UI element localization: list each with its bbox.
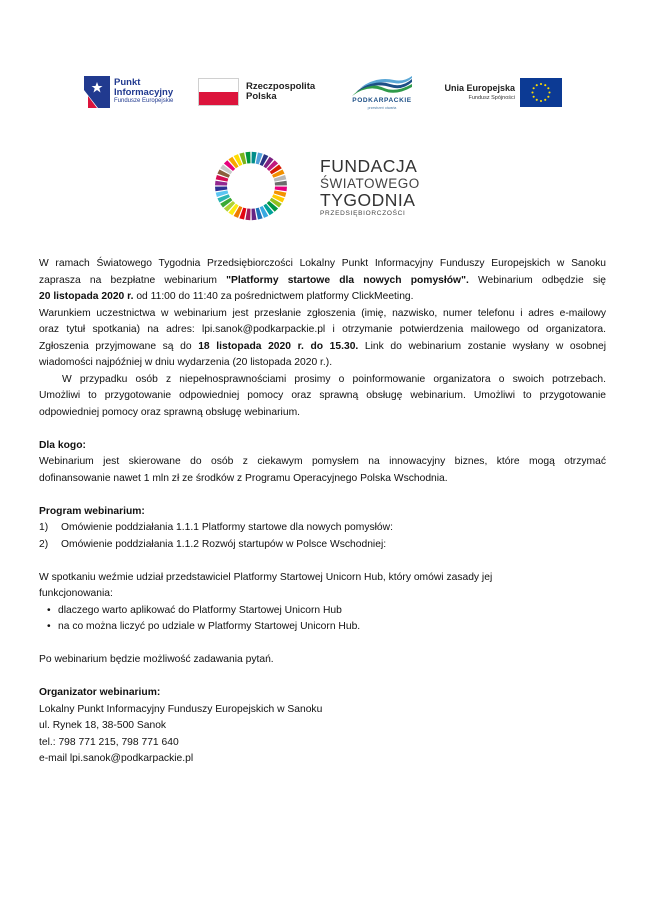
fe-title: Punkt Informacyjny	[114, 77, 174, 98]
eu-star-icon	[544, 99, 546, 101]
dla-kogo-section	[39, 438, 606, 488]
intro-line: wiadomości najpóźniej w dniu wydarzenia (20 listopada 2020 r.).	[39, 357, 333, 368]
eu-stars-icon	[520, 78, 562, 107]
ring-segment-icon	[275, 186, 287, 191]
program-section	[39, 504, 606, 554]
poland-flag-icon	[198, 78, 239, 106]
section-heading: Dla kogo:	[39, 439, 86, 451]
eu-star-icon	[540, 83, 542, 85]
intro-line: W przypadku osób z niepełnosprawnościami prosimy o poinformowanie organizatora o swoich potrzebach.	[62, 373, 606, 385]
document-body	[39, 256, 606, 768]
ring-segment-icon	[251, 209, 256, 221]
eu-star-icon	[547, 96, 549, 98]
intro-line: 20 listopada 2020 r. od 11:00 do 11:40 za pośrednictwem platformy ClickMeeting.	[39, 291, 414, 302]
dla-kogo-line: dofinansowanie nawet 1 mln zł ze środków z Programu Operacyjnego Polska Wschodnia.	[39, 472, 448, 484]
pytania-line: Po webinarium będzie możliwość zadawania pytań.	[39, 654, 274, 665]
fe-subtitle: Fundusze Europejskie	[114, 98, 174, 104]
program-list	[39, 520, 606, 553]
spotkanie-line: W spotkaniu weźmie udział przedstawiciel Platformy Startowej Unicorn Hub, który omówi zasady jej	[39, 571, 493, 583]
colorful-ring-icon	[205, 150, 305, 222]
rp-title: Rzeczpospolita Polska	[246, 81, 316, 102]
organizator-line: Lokalny Punkt Informacyjny Funduszy Europejskich w Sanoku	[39, 703, 323, 715]
eu-star-icon	[547, 87, 549, 89]
eu-star-icon	[536, 84, 538, 86]
eu-star-icon	[544, 84, 546, 86]
ring-segment-icon	[275, 181, 287, 186]
eu-star-icon	[531, 91, 533, 93]
list-item: 1) Omówienie poddziałania 1.1.1 Platformy startowe dla nowych pomysłów:	[39, 522, 393, 533]
intro-line: W ramach Światowego Tygodnia Przedsiębiorczości Lokalny Punkt Informacyjny Funduszy Europejskich w Sanoku	[39, 258, 606, 269]
eu-star-icon	[540, 100, 542, 102]
podkarpackie-name: PODKARPACKIE	[352, 97, 412, 104]
spotkanie-line: funkcjonowania:	[39, 588, 113, 599]
organizator-section	[39, 685, 606, 768]
spotkanie-section	[39, 570, 606, 636]
rzeczpospolita-polska-logo	[198, 72, 323, 114]
ring-segment-icon	[245, 209, 250, 221]
ue-title: Unia Europejska	[444, 83, 515, 93]
ring-segment-icon	[245, 152, 250, 164]
list-item: • na co można liczyć po udziale w Platformy Startowej Unicorn Hub.	[39, 619, 606, 636]
eu-flag-icon	[520, 78, 562, 107]
fundusze-europejskie-logo	[84, 72, 184, 114]
fundacja-logo	[205, 150, 445, 222]
podkarpackie-tagline: przestrzeń otwarta	[367, 106, 397, 110]
organizator-email: e-mail lpi.sanok@podkarpackie.pl	[39, 753, 194, 764]
podkarpackie-hills-icon	[350, 76, 414, 98]
section-heading: Program webinarium:	[39, 505, 145, 517]
bullet-list	[39, 603, 606, 636]
logo-strip	[84, 72, 562, 114]
fundacja-line1: FUNDACJA	[320, 156, 418, 176]
podkarpackie-logo	[342, 72, 422, 114]
eu-star-icon	[533, 87, 535, 89]
eu-star-icon	[536, 99, 538, 101]
intro-line: zaprasza na bezpłatne webinarium "Platformy startowe dla nowych pomysłów". Webinarium odbędzie się	[39, 274, 606, 286]
list-item: 2) Omówienie poddziałania 1.1.2 Rozwój startupów w Polsce Wschodniej:	[39, 538, 387, 550]
intro-line: odpowiedniej pomocy oraz sprawną obsługę webinarium.	[39, 406, 301, 418]
dla-kogo-line: Webinarium jest skierowane do osób z ciekawym pomysłem na innowacyjny biznes, które mogą otrzymać	[39, 456, 606, 467]
organizator-line: tel.: 798 771 215, 798 771 640	[39, 736, 179, 748]
intro-line: Zgłoszenia przyjmowane są do 18 listopada 2020 r. do 15.30. Link do webinarium zostanie wysłany w osobnej	[39, 340, 606, 352]
intro-section	[39, 256, 606, 421]
fundacja-line2: ŚWIATOWEGO	[320, 176, 420, 191]
intro-line: Umożliwi to przygotowanie odpowiedniej pomocy oraz sprawną obsługę webinarium. Umożliwi to przygotowanie	[39, 390, 606, 401]
eu-star-icon	[533, 96, 535, 98]
ue-subtitle: Fundusz Spójności	[468, 95, 515, 101]
section-heading: Organizator webinarium:	[39, 687, 161, 698]
organizator-line: ul. Rynek 18, 38-500 Sanok	[39, 720, 167, 731]
intro-line: Warunkiem uczestnictwa w webinarium jest przesłanie zgłoszenia (imię, nazwisko, numer telefonu i adres e-mailowy	[39, 307, 606, 319]
eu-star-icon	[548, 91, 550, 93]
ring-segment-icon	[215, 186, 227, 191]
unia-europejska-logo	[437, 72, 562, 114]
list-item: • dlaczego warto aplikować do Platformy Startowej Unicorn Hub	[39, 603, 606, 620]
fundacja-line3: TYGODNIA	[320, 190, 416, 210]
fe-emblem-icon	[84, 76, 110, 108]
ring-segment-icon	[251, 152, 256, 164]
intro-line: oraz tytuł spotkania) na adres: lpi.sanok@podkarpackie.pl i otrzymanie potwierdzenia mailowego od organizatora.	[39, 324, 606, 335]
fundacja-line4: PRZEDSIĘBIORCZOŚCI	[320, 210, 406, 217]
ring-segment-icon	[215, 181, 227, 186]
